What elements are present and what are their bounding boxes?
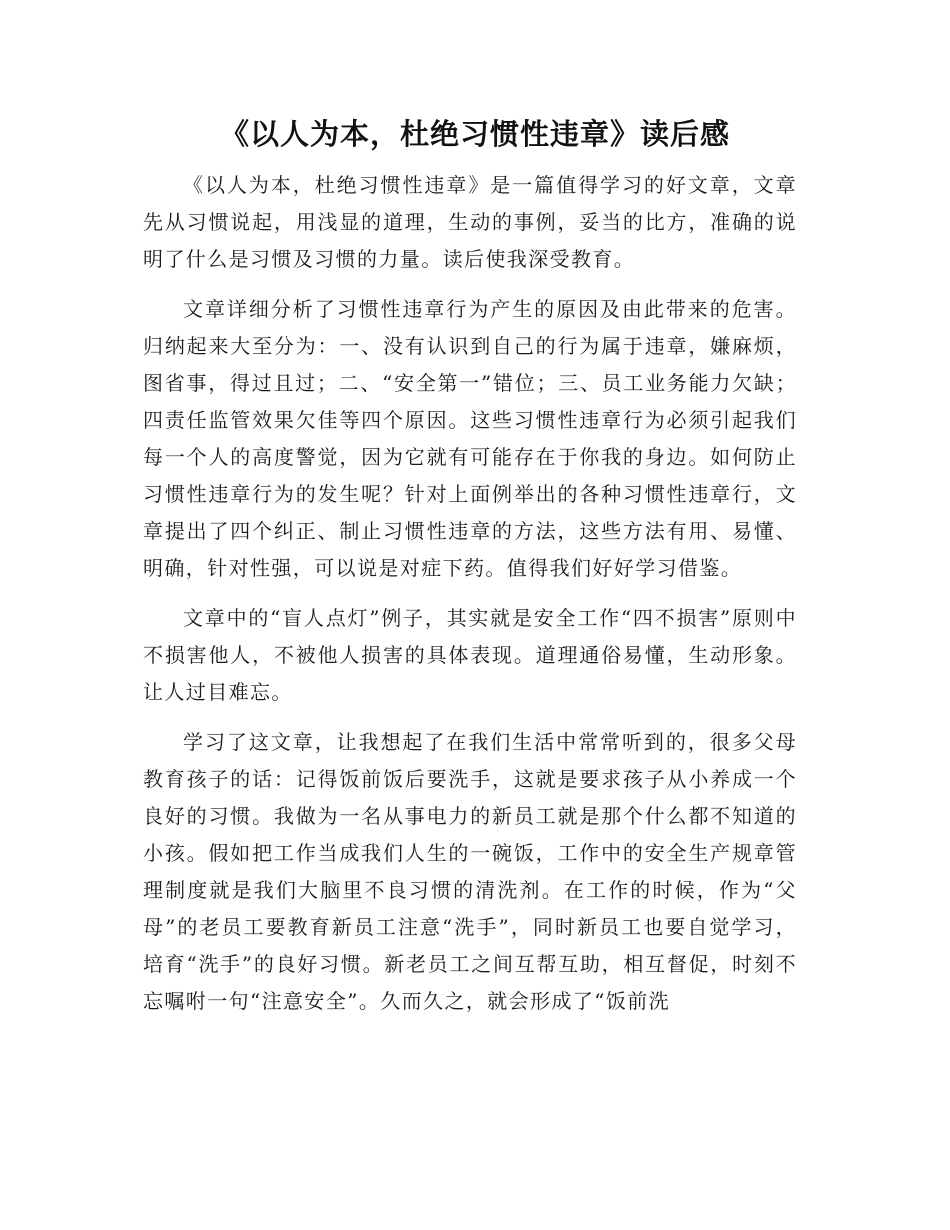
document-body [143, 167, 797, 1033]
document-title: 《以人为本，杜绝习惯性违章》读后感 [219, 117, 730, 151]
paragraph-4: 学习了这文章，让我想起了在我们生活中常常听到的，很多父母教育孩子的话：记得饭前饭后要洗手，这就是要求孩子从小养成一个良好的习惯。我做为一名从事电力的新员工就是那个什么都不知道的小孩。假如把工作当成我们人生的一碗饭，工作中的安全生产规章管理制度就是我们大脑里不良习惯的清洗剂。在工作的时候，作为“父母”的老员工要教育新员工注意“洗手”，同时新员工也要自觉学习，培育“洗手”的良好习惯。新老员工之间互帮互助，相互督促，时刻不忘嘱咐一句“注意安全”。久而久之，就会形成了“饭前洗 [143, 730, 797, 1013]
paragraph-1: 《以人为本，杜绝习惯性违章》是一篇值得学习的好文章，文章先从习惯说起，用浅显的道理，生动的事例，妥当的比方，准确的说明了什么是习惯及习惯的力量。读后使我深受教育。 [143, 173, 797, 271]
paragraph-2: 文章详细分析了习惯性违章行为产生的原因及由此带来的危害。归纳起来大至分为：一、没有认识到自己的行为属于违章，嫌麻烦，图省事，得过且过；二、“安全第一”错位；三、员工业务能力欠缺；四责任监管效果欠佳等四个原因。这些习惯性违章行为必须引起我们每一个人的高度警觉，因为它就有可能存在于你我的身边。如何防止习惯性违章行为的发生呢？针对上面例举出的各种习惯性违章行，文章提出了四个纠正、制止习惯性违章的方法，这些方法有用、易懂、明确，针对性强，可以说是对症下药。值得我们好好学习借鉴。 [143, 297, 797, 580]
paragraph-3: 文章中的“盲人点灯”例子，其实就是安全工作“四不损害”原则中不损害他人，不被他人损害的具体表现。道理通俗易懂，生动形象。让人过目难忘。 [143, 606, 797, 704]
